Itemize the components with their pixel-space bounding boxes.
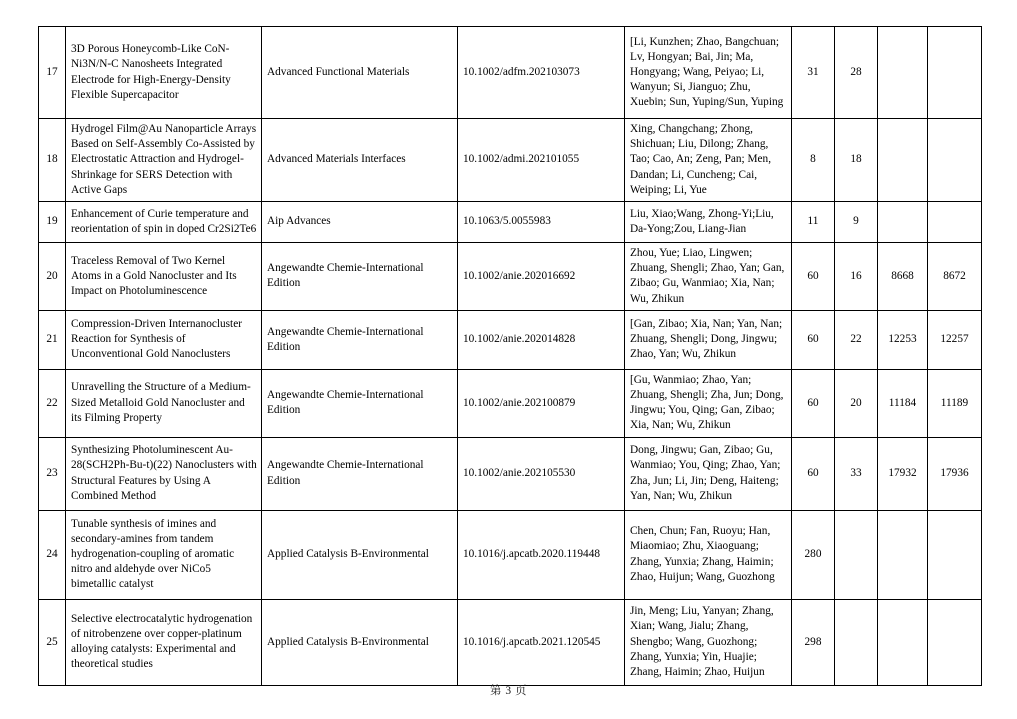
row-journal: Angewandte Chemie-International Edition (267, 325, 424, 353)
row-metric4: 11189 (940, 396, 969, 409)
row-title: Traceless Removal of Two Kernel Atoms in a Gold Nanocluster and Its Impact on Photoluminescence (71, 254, 237, 298)
row-authors-cell (625, 202, 792, 243)
table-row (39, 369, 982, 437)
row-metric1: 11 (807, 215, 819, 228)
row-metric2: 22 (850, 333, 862, 346)
row-title-cell (66, 119, 262, 202)
row-metric3-cell (878, 369, 928, 437)
row-metric1: 298 (804, 635, 822, 648)
row-metric4-cell (928, 437, 982, 510)
row-title-cell (66, 437, 262, 510)
row-index-cell (39, 310, 66, 369)
row-index: 19 (46, 215, 58, 228)
row-index: 22 (46, 396, 58, 409)
row-metric3-cell (878, 119, 928, 202)
table-row (39, 119, 982, 202)
row-index-cell (39, 27, 66, 119)
row-doi: 10.1002/anie.202016692 (463, 269, 576, 282)
row-journal: Applied Catalysis B-Environmental (267, 548, 429, 561)
references-table-body (39, 27, 982, 686)
row-metric2-cell (835, 27, 878, 119)
row-authors-cell (625, 510, 792, 599)
row-metric2: 20 (850, 396, 862, 409)
row-title: Selective electrocatalytic hydrogenation of nitrobenzene over copper-platinum alloying catalysts: Experimental and theoretical studies (71, 612, 253, 671)
row-doi: 10.1002/anie.202100879 (463, 396, 576, 409)
row-index: 20 (46, 269, 58, 282)
row-metric2: 28 (850, 65, 862, 78)
row-authors-cell (625, 437, 792, 510)
row-title-cell (66, 369, 262, 437)
row-journal: Angewandte Chemie-International Edition (267, 389, 424, 417)
row-title: Unravelling the Structure of a Medium-Sized Metalloid Gold Nanocluster and its Filming Property (71, 381, 251, 424)
row-metric2-cell (835, 369, 878, 437)
references-table (38, 26, 982, 686)
row-title: Hydrogel Film@Au Nanoparticle Arrays Based on Self-Assembly Co-Assisted by Electrostatic Attraction and Hydrogel-Shrinkage for SERS Detection with Active Gaps (71, 123, 257, 196)
row-doi-cell (458, 510, 625, 599)
row-metric1: 8 (810, 153, 816, 166)
row-authors-cell (625, 27, 792, 119)
row-metric2-cell (835, 202, 878, 243)
row-metric3-cell (878, 599, 928, 685)
row-title-cell (66, 599, 262, 685)
table-row (39, 202, 982, 243)
row-metric4-cell (928, 27, 982, 119)
row-index: 21 (46, 333, 58, 346)
row-doi-cell (458, 119, 625, 202)
row-metric3: 11184 (888, 396, 917, 409)
row-metric2: 33 (850, 467, 862, 480)
row-metric2-cell (835, 510, 878, 599)
row-index-cell (39, 437, 66, 510)
row-journal-cell (262, 369, 458, 437)
row-doi: 10.1016/j.apcatb.2021.120545 (463, 635, 601, 648)
row-authors: Jin, Meng; Liu, Yanyan; Zhang, Xian; Wang, Jialu; Zhang, Shengbo; Wang, Guozhong; Zhang, Yunxia; Yin, Huajie; Zhang, Haimin; Zhao, Huijun (630, 605, 774, 678)
table-row (39, 27, 982, 119)
row-metric2-cell (835, 243, 878, 311)
row-metric1: 280 (804, 548, 822, 561)
row-doi-cell (458, 243, 625, 311)
row-metric4-cell (928, 369, 982, 437)
row-title-cell (66, 202, 262, 243)
row-doi: 10.1002/anie.202105530 (463, 467, 576, 480)
row-index-cell (39, 599, 66, 685)
row-journal-cell (262, 243, 458, 311)
row-index: 24 (46, 548, 58, 561)
row-doi-cell (458, 369, 625, 437)
row-index: 18 (46, 153, 58, 166)
row-metric4: 17936 (940, 467, 969, 480)
table-row (39, 510, 982, 599)
table-row (39, 599, 982, 685)
row-metric3-cell (878, 437, 928, 510)
row-metric4-cell (928, 310, 982, 369)
row-metric4: 12257 (940, 333, 969, 346)
row-title-cell (66, 310, 262, 369)
row-doi-cell (458, 599, 625, 685)
row-authors: [Li, Kunzhen; Zhao, Bangchuan; Lv, Hongyan; Bai, Jin; Ma, Hongyang; Wang, Peiyao; Li, Wanyun; Si, Jianguo; Zhu, Xuebin; Sun, Yuping/Sun, Yuping (630, 35, 784, 109)
row-authors: Dong, Jingwu; Gan, Zibao; Gu, Wanmiao; You, Qing; Zhao, Yan; Zha, Jun; Li, Jin; Deng, Haiteng; Yan, Nan; Wu, Zhikun (630, 444, 781, 502)
row-metric4-cell (928, 119, 982, 202)
row-metric2-cell (835, 310, 878, 369)
row-metric1: 60 (807, 396, 819, 409)
row-doi: 10.1002/anie.202014828 (463, 333, 576, 346)
row-metric3: 12253 (888, 333, 917, 346)
row-metric3-cell (878, 202, 928, 243)
authors-clip (625, 311, 791, 369)
row-metric4-cell (928, 599, 982, 685)
row-authors: Chen, Chun; Fan, Ruoyu; Han, Miaomiao; Zhu, Xiaoguang; Zhang, Yunxia; Zhang, Haimin; Zhao, Huijun; Wang, Guozhong (630, 525, 775, 583)
row-index-cell (39, 510, 66, 599)
references-table-container (38, 26, 978, 686)
row-metric1: 31 (807, 65, 819, 78)
row-journal: Advanced Materials Interfaces (267, 153, 406, 166)
title-clip (66, 202, 261, 242)
row-metric1-cell (792, 243, 835, 311)
row-metric1-cell (792, 119, 835, 202)
row-index-cell (39, 202, 66, 243)
row-metric1-cell (792, 599, 835, 685)
row-authors-cell (625, 243, 792, 311)
row-title: Compression-Driven Internanocluster Reaction for Synthesis of Unconventional Gold Nanoclusters (71, 318, 242, 361)
table-row (39, 243, 982, 311)
row-metric3: 17932 (888, 467, 917, 480)
row-index: 17 (46, 65, 58, 78)
row-journal-cell (262, 310, 458, 369)
row-metric2-cell (835, 437, 878, 510)
row-title-cell (66, 27, 262, 119)
row-metric1: 60 (807, 333, 819, 346)
row-metric3-cell (878, 510, 928, 599)
row-authors: Zhou, Yue; Liao, Lingwen; Zhuang, Shengli; Zhao, Yan; Gan, Zibao; Gu, Wanmiao; Xia, Nan; Wu, Zhikun (630, 247, 785, 305)
row-metric1-cell (792, 369, 835, 437)
row-doi: 10.1002/admi.202101055 (463, 153, 580, 166)
row-journal: Angewandte Chemie-International Edition (267, 459, 424, 487)
table-row (39, 437, 982, 510)
row-title: 3D Porous Honeycomb-Like CoN-Ni3N/N-C Nanosheets Integrated Electrode for High-Energy-Density Flexible Supercapacitor (71, 43, 231, 101)
row-authors-cell (625, 119, 792, 202)
page-footer: 第 3 页 (490, 685, 527, 697)
row-metric4: 8672 (943, 269, 966, 282)
row-authors: [Gan, Zibao; Xia, Nan; Yan, Nan; Zhuang, Shengli; Dong, Jingwu; Zhao, Yan; Wu, Zhikun (630, 318, 783, 361)
row-doi: 10.1016/j.apcatb.2020.119448 (463, 548, 601, 561)
row-title: Enhancement of Curie temperature and reorientation of spin in doped Cr2Si2Te6 (71, 207, 257, 236)
row-authors: Liu, Xiao;Wang, Zhong-Yi;Liu, Da-Yong;Zou, Liang-Jian (630, 207, 774, 236)
row-journal-cell (262, 437, 458, 510)
row-index: 25 (46, 635, 58, 648)
table-row (39, 310, 982, 369)
row-authors-cell (625, 310, 792, 369)
row-title: Tunable synthesis of imines and secondary-amines from tandem hydrogenation-coupling of aromatic nitro and aldehyde over NiCo5 bimetallic catalyst (71, 517, 235, 591)
row-metric4-cell (928, 510, 982, 599)
row-journal-cell (262, 27, 458, 119)
row-title: Synthesizing Photoluminescent Au-28(SCH2Ph-Bu-t)(22) Nanoclusters with Structural Features by Using A Combined Method (71, 444, 257, 502)
row-metric4-cell (928, 243, 982, 311)
row-metric3-cell (878, 27, 928, 119)
row-metric2: 18 (850, 153, 862, 166)
row-journal-cell (262, 510, 458, 599)
row-metric2-cell (835, 119, 878, 202)
row-authors: [Gu, Wanmiao; Zhao, Yan; Zhuang, Shengli; Zha, Jun; Dong, Jingwu; You, Qing; Gan, Zibao; Xia, Nan; Wu, Zhikun (630, 373, 784, 432)
row-index-cell (39, 119, 66, 202)
row-doi: 10.1002/adfm.202103073 (463, 65, 580, 78)
row-journal-cell (262, 599, 458, 685)
row-metric1-cell (792, 510, 835, 599)
authors-clip (625, 27, 791, 118)
row-journal: Angewandte Chemie-International Edition (267, 262, 424, 290)
row-doi-cell (458, 27, 625, 119)
row-metric1-cell (792, 27, 835, 119)
row-title-cell (66, 510, 262, 599)
row-journal: Applied Catalysis B-Environmental (267, 635, 429, 648)
row-index-cell (39, 369, 66, 437)
row-metric3: 8668 (891, 269, 914, 282)
row-metric1-cell (792, 437, 835, 510)
row-authors-cell (625, 599, 792, 685)
row-title-cell (66, 243, 262, 311)
row-metric1: 60 (807, 467, 819, 480)
row-journal-cell (262, 119, 458, 202)
row-metric1-cell (792, 202, 835, 243)
row-journal: Advanced Functional Materials (267, 65, 410, 78)
row-index: 23 (46, 467, 58, 480)
row-metric3-cell (878, 243, 928, 311)
row-authors: Xing, Changchang; Zhong, Shichuan; Liu, Dilong; Zhang, Tao; Cao, An; Zeng, Pan; Men, Dandan; Li, Cuncheng; Cai, Weiping; Li, Yue (630, 123, 772, 196)
row-metric3-cell (878, 310, 928, 369)
row-doi: 10.1063/5.0055983 (463, 215, 551, 228)
row-metric2-cell (835, 599, 878, 685)
row-doi-cell (458, 310, 625, 369)
row-journal-cell (262, 202, 458, 243)
row-metric2: 9 (853, 215, 859, 228)
row-authors-cell (625, 369, 792, 437)
row-index-cell (39, 243, 66, 311)
row-journal: Aip Advances (267, 215, 331, 228)
row-metric1: 60 (807, 269, 819, 282)
row-metric2: 16 (850, 269, 862, 282)
authors-clip (625, 202, 791, 242)
row-metric4-cell (928, 202, 982, 243)
row-doi-cell (458, 202, 625, 243)
row-metric1-cell (792, 310, 835, 369)
row-doi-cell (458, 437, 625, 510)
